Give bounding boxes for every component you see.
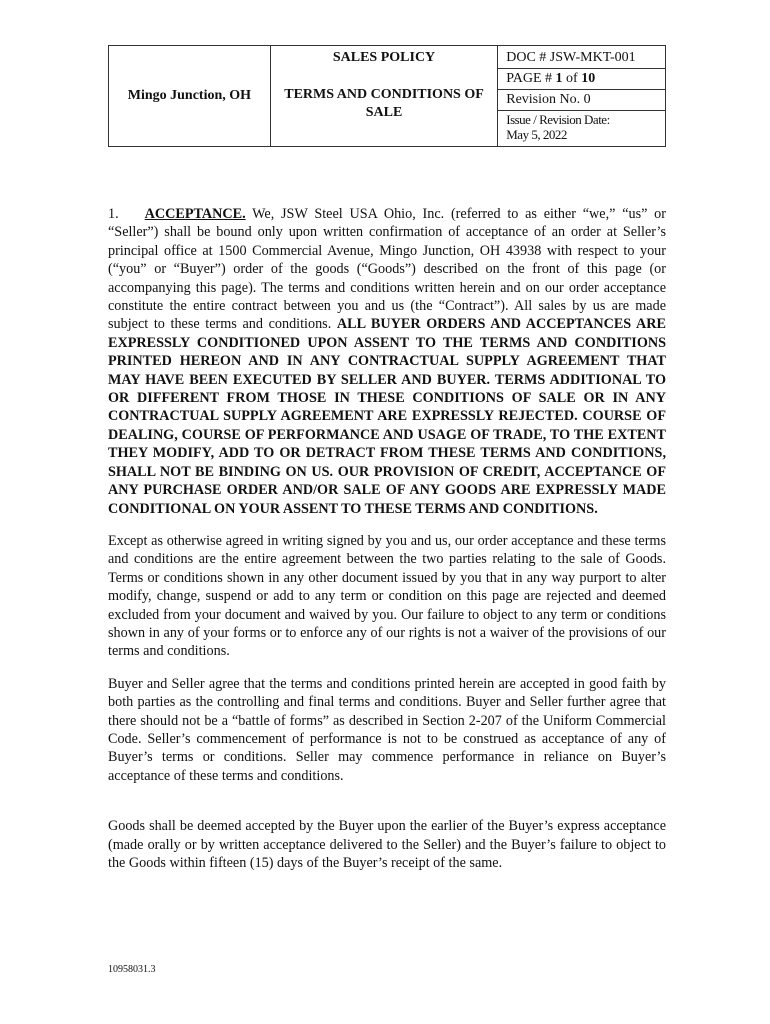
doc-info-cell [498, 46, 666, 147]
paragraph-entire-agreement: Except as otherwise agreed in writing signed by you and us, our order acceptance and these terms and conditions are the entire agreement between the two parties relating to the sale of Goods. Terms or conditions shown in any other document issued by you that in any way purport to alter modify, change, suspend or add to any term or condition on this page are rejected and deemed excluded from your document and waived by you. Our failure to object to any term or conditions shown in any of your forms or to enforce any of our rights is not a waiver of the provisions of our terms and conditions. [108, 532, 666, 660]
section-intro-text: We, JSW Steel USA Ohio, Inc. (referred to as either “we,” “us” or “Seller”) shall be bound only upon written confirmation of acceptance of an order at Seller’s principal office at 1500 Commercial Avenue, Mingo Junction, OH 43938 with respect to your (“you” or “Buyer”) order of the goods (“Goods”) described on the front of this page (or accompanying this page). The terms and conditions written herein and on our order acceptance constitute the entire contract between you and us (the “Contract”). All sales by us are made subject to these terms and conditions. [108, 206, 666, 333]
revision-number: Revision No. 0 [498, 90, 665, 111]
issue-date-block [498, 111, 665, 146]
doc-number: DOC # JSW-MKT-001 [498, 46, 665, 69]
page-total: 10 [581, 71, 596, 86]
paragraph-battle-of-forms: Buyer and Seller agree that the terms and conditions printed herein are accepted in good faith by both parties as the controlling and final terms and conditions. Buyer and Seller further agree that there should not be a “battle of forms” as described in Section 2-207 of the Uniform Commercial Code. Seller’s commencement of performance is not to be construed as acceptance of any of Buyer’s terms or conditions. Seller may commence performance in reliance on Buyer’s acceptance of these terms and conditions. [108, 675, 666, 784]
policy-title: SALES POLICY [332, 50, 436, 65]
document-header-table [108, 45, 666, 147]
section-number: 1. [108, 206, 119, 222]
paragraph-goods-accepted: Goods shall be deemed accepted by the Buyer upon the earlier of the Buyer’s express acceptance (made orally or by written acceptance delivered to the Seller) and the Buyer’s failure to object to the Goods within fifteen (15) days of the Buyer’s receipt of the same. [108, 818, 666, 871]
issue-date: May 5, 2022 [506, 127, 567, 142]
location-cell [109, 46, 271, 147]
terms-title: TERMS AND CONDITIONS OF SALE [284, 87, 484, 120]
issue-label: Issue / Revision Date: [506, 112, 610, 127]
section-acceptance [108, 205, 666, 518]
title-cell [270, 46, 497, 147]
section-heading: ACCEPTANCE. [144, 206, 246, 222]
location-text: Mingo Junction, OH [127, 88, 252, 103]
page-current: 1 [555, 71, 563, 86]
document-body [108, 205, 666, 872]
footer-doc-id: 10958031.3 [108, 964, 156, 975]
section-caps-text: ALL BUYER ORDERS AND ACCEPTANCES ARE EXPRESSLY CONDITIONED UPON ASSENT TO THE TERMS AND CONDITIONS PRINTED HEREON AND IN ANY CONTRACTUAL SUPPLY AGREEMENT THAT MAY HAVE BEEN EXECUTED BY SELLER AND BUYER. TERMS ADDITIONAL TO OR DIFFERENT FROM THOSE IN THESE CONDITIONS OF SALE OR IN ANY CONTRACTUAL SUPPLY AGREEMENT ARE EXPRESSLY REJECTED. COURSE OF DEALING, COURSE OF PERFORMANCE AND USAGE OF TRADE, TO THE EXTENT THEY MODIFY, ADD TO OR DETRACT FROM THESE TERMS AND CONDITIONS, SHALL NOT BE BINDING ON US. OUR PROVISION OF CREDIT, ACCEPTANCE OF ANY PURCHASE ORDER AND/OR SALE OF ANY GOODS ARE EXPRESSLY MADE CONDITIONAL ON YOUR ASSENT TO THESE TERMS AND CONDITIONS. [108, 316, 666, 517]
page-number: PAGE # 1 of 10 [498, 69, 665, 90]
